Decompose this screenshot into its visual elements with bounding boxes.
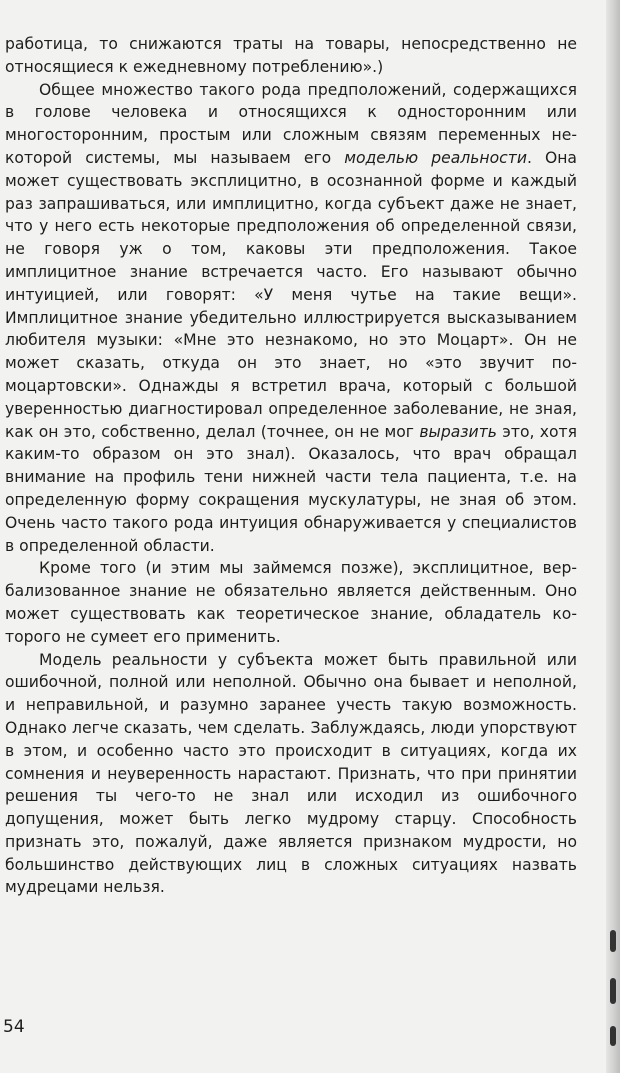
text-run: работица, то снижаются траты на товары, непосредственно не относящиеся к ежедневному потреблению».) (5, 35, 577, 76)
text-run: . Она может существовать эксплицитно, в осознанной форме и каждый раз запрашиваться, или имплицитно, когда субъект даже не знает, что у него есть некоторые предположения об определенной связи, не говоря уж о том, каковы эти предположения. Такое имплицитное знание встречается часто. Его называют обычно интуицией, или говорят: «У меня чутье на такие вещи». Имплицитное знание убедительно иллюстрируется высказыванием любителя музыки: «Мне это незнакомо, но это Моцарт». Он не может сказать, откуда он это знает, но «это звучит по-моцартовски». Однажды я встретил врача, который с большой уверенностью диагностировал определенное заболевание, не зная, как он это, собственно, делал (точнее, он не мог (5, 148, 577, 441)
page-number: 54 (3, 1017, 25, 1037)
paragraph (5, 557, 577, 648)
emphasis-text: моделью реальности (344, 148, 527, 167)
binding-marks (610, 930, 618, 1050)
emphasis-text: выразить (419, 422, 497, 441)
body-text (5, 33, 577, 899)
paragraph (5, 79, 577, 558)
binding-mark (610, 1026, 616, 1046)
text-run: Общее множество такого рода предположений, содержащихся в голове человека и относящихся к односторонним или многосторонним, простым или сложным связям переменных некоторой системы, мы называем его (5, 80, 577, 167)
text-run: Модель реальности у субъекта может быть правильной или ошибочной, полной или неполной. Обычно она бывает и неполной, и неправильной, и разумно заранее учесть такую возможность. Однако легче сказать, чем сделать. Заблуждаясь, люди упорствуют в этом, и особенно часто это происходит в ситуациях, когда их сомнения и неуверенность нарастают. Признать, что при принятии решения ты чего-то не знал или исходил из ошибочного допущения, может быть легко мудрому старцу. Способность признать это, пожалуй, даже является признаком мудрости, но большинство действующих лиц в сложных ситуациях назвать мудрецами нельзя. (5, 650, 577, 897)
paragraph (5, 33, 577, 79)
binding-mark (610, 930, 616, 952)
binding-mark (610, 978, 616, 1004)
text-run: это, хотя каким-то образом он это знал). Оказалось, что врач обращал внимание на профиль тени нижней части тела пациента, т.е. на определенную форму сокращения мускулатуры, не зная об этом. Очень часто такого рода интуиция обнаруживается у специалистов в определенной области. (5, 422, 577, 555)
text-run: Кроме того (и этим мы займемся позже), эксплицитное, вербализованное знание не обязательно является действенным. Оно может существовать как теоретическое знание, обладатель которого не сумеет его применить. (5, 559, 577, 646)
paragraph (5, 649, 577, 900)
page-gutter-shadow (606, 0, 620, 1073)
